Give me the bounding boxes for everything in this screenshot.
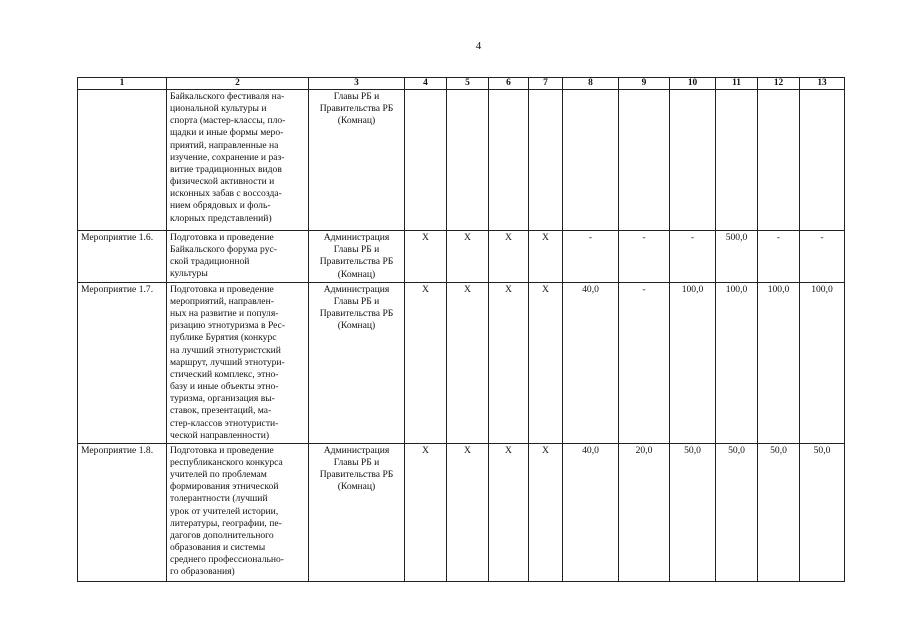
value-cell <box>405 90 447 231</box>
value-cell: Х <box>489 231 529 283</box>
value-cell: - <box>563 231 619 283</box>
value-cell <box>758 90 800 231</box>
value-cell <box>800 90 845 231</box>
value-cell <box>716 90 758 231</box>
value-cell: Х <box>447 443 489 581</box>
column-header: 10 <box>670 78 716 90</box>
value-cell: 50,0 <box>670 443 716 581</box>
column-header: 1 <box>78 78 167 90</box>
value-cell: Х <box>447 282 489 443</box>
measure-description: Подготовка и проведение республиканского конкурса учителей по проблемам формирования этнической толерантности (лучший урок от учителей истории, литературы, географии, пе- дагогов дополнительного образования и системы среднего профессионально- го образования) <box>167 443 309 581</box>
table-row <box>78 282 845 443</box>
value-cell: 40,0 <box>563 282 619 443</box>
value-cell: 500,0 <box>716 231 758 283</box>
value-cell: Х <box>405 231 447 283</box>
measure-executor: Администрация Главы РБ и Правительства РБ (Комнац) <box>309 231 405 283</box>
value-cell <box>489 90 529 231</box>
measure-executor: Администрация Главы РБ и Правительства РБ (Комнац) <box>309 282 405 443</box>
column-header: 9 <box>619 78 670 90</box>
column-header: 11 <box>716 78 758 90</box>
value-cell: 100,0 <box>800 282 845 443</box>
value-cell: Х <box>447 231 489 283</box>
value-cell: - <box>670 231 716 283</box>
measures-table <box>77 77 845 582</box>
header-row <box>78 78 845 90</box>
measure-description: Байкальского фестиваля на- циональной культуры и спорта (мастер-классы, пло- щадки и иные формы меро- приятий, направленные на изучение, сохранение и раз- витие традиционных видов физической активности и исконных забав с воссозда- нием обрядовых и фоль- клорных представлений) <box>167 90 309 231</box>
measure-description: Подготовка и проведение Байкальского форума рус- ской традиционной культуры <box>167 231 309 283</box>
value-cell: 50,0 <box>716 443 758 581</box>
measure-name: Мероприятие 1.6. <box>78 231 167 283</box>
table-row <box>78 231 845 283</box>
measure-executor: Главы РБ и Правительства РБ (Комнац) <box>309 90 405 231</box>
value-cell: Х <box>529 231 563 283</box>
table-row <box>78 90 845 231</box>
value-cell: 100,0 <box>758 282 800 443</box>
value-cell: - <box>619 231 670 283</box>
column-header: 7 <box>529 78 563 90</box>
value-cell: Х <box>529 282 563 443</box>
measure-name: Мероприятие 1.7. <box>78 282 167 443</box>
measure-executor: Администрация Главы РБ и Правительства РБ (Комнац) <box>309 443 405 581</box>
value-cell: 40,0 <box>563 443 619 581</box>
value-cell: 50,0 <box>758 443 800 581</box>
column-header: 4 <box>405 78 447 90</box>
value-cell <box>619 90 670 231</box>
value-cell <box>529 90 563 231</box>
page-number: 4 <box>475 40 482 52</box>
measure-name <box>78 90 167 231</box>
value-cell: 100,0 <box>670 282 716 443</box>
measure-description: Подготовка и проведение мероприятий, направлен- ных на развитие и популя- ризацию этнотуризма в Рес- публике Бурятия (конкурс на лучший этнотуристский маршрут, лучший этнотури- стический комплекс, этно- базу и иные объекты этно- туризма, организация вы- ставок, презентаций, ма- стер-классов этнотуристи- ческой направленности) <box>167 282 309 443</box>
value-cell: - <box>800 231 845 283</box>
value-cell: - <box>619 282 670 443</box>
value-cell <box>563 90 619 231</box>
value-cell: Х <box>405 282 447 443</box>
column-header: 13 <box>800 78 845 90</box>
value-cell: 100,0 <box>716 282 758 443</box>
measure-name: Мероприятие 1.8. <box>78 443 167 581</box>
column-header: 8 <box>563 78 619 90</box>
value-cell: 50,0 <box>800 443 845 581</box>
value-cell <box>447 90 489 231</box>
value-cell: Х <box>405 443 447 581</box>
column-header: 2 <box>167 78 309 90</box>
value-cell: Х <box>489 282 529 443</box>
value-cell: - <box>758 231 800 283</box>
column-header: 3 <box>309 78 405 90</box>
column-header: 12 <box>758 78 800 90</box>
table-row <box>78 443 845 581</box>
value-cell <box>670 90 716 231</box>
value-cell: 20,0 <box>619 443 670 581</box>
value-cell: Х <box>529 443 563 581</box>
column-header: 6 <box>489 78 529 90</box>
column-header: 5 <box>447 78 489 90</box>
value-cell: Х <box>489 443 529 581</box>
